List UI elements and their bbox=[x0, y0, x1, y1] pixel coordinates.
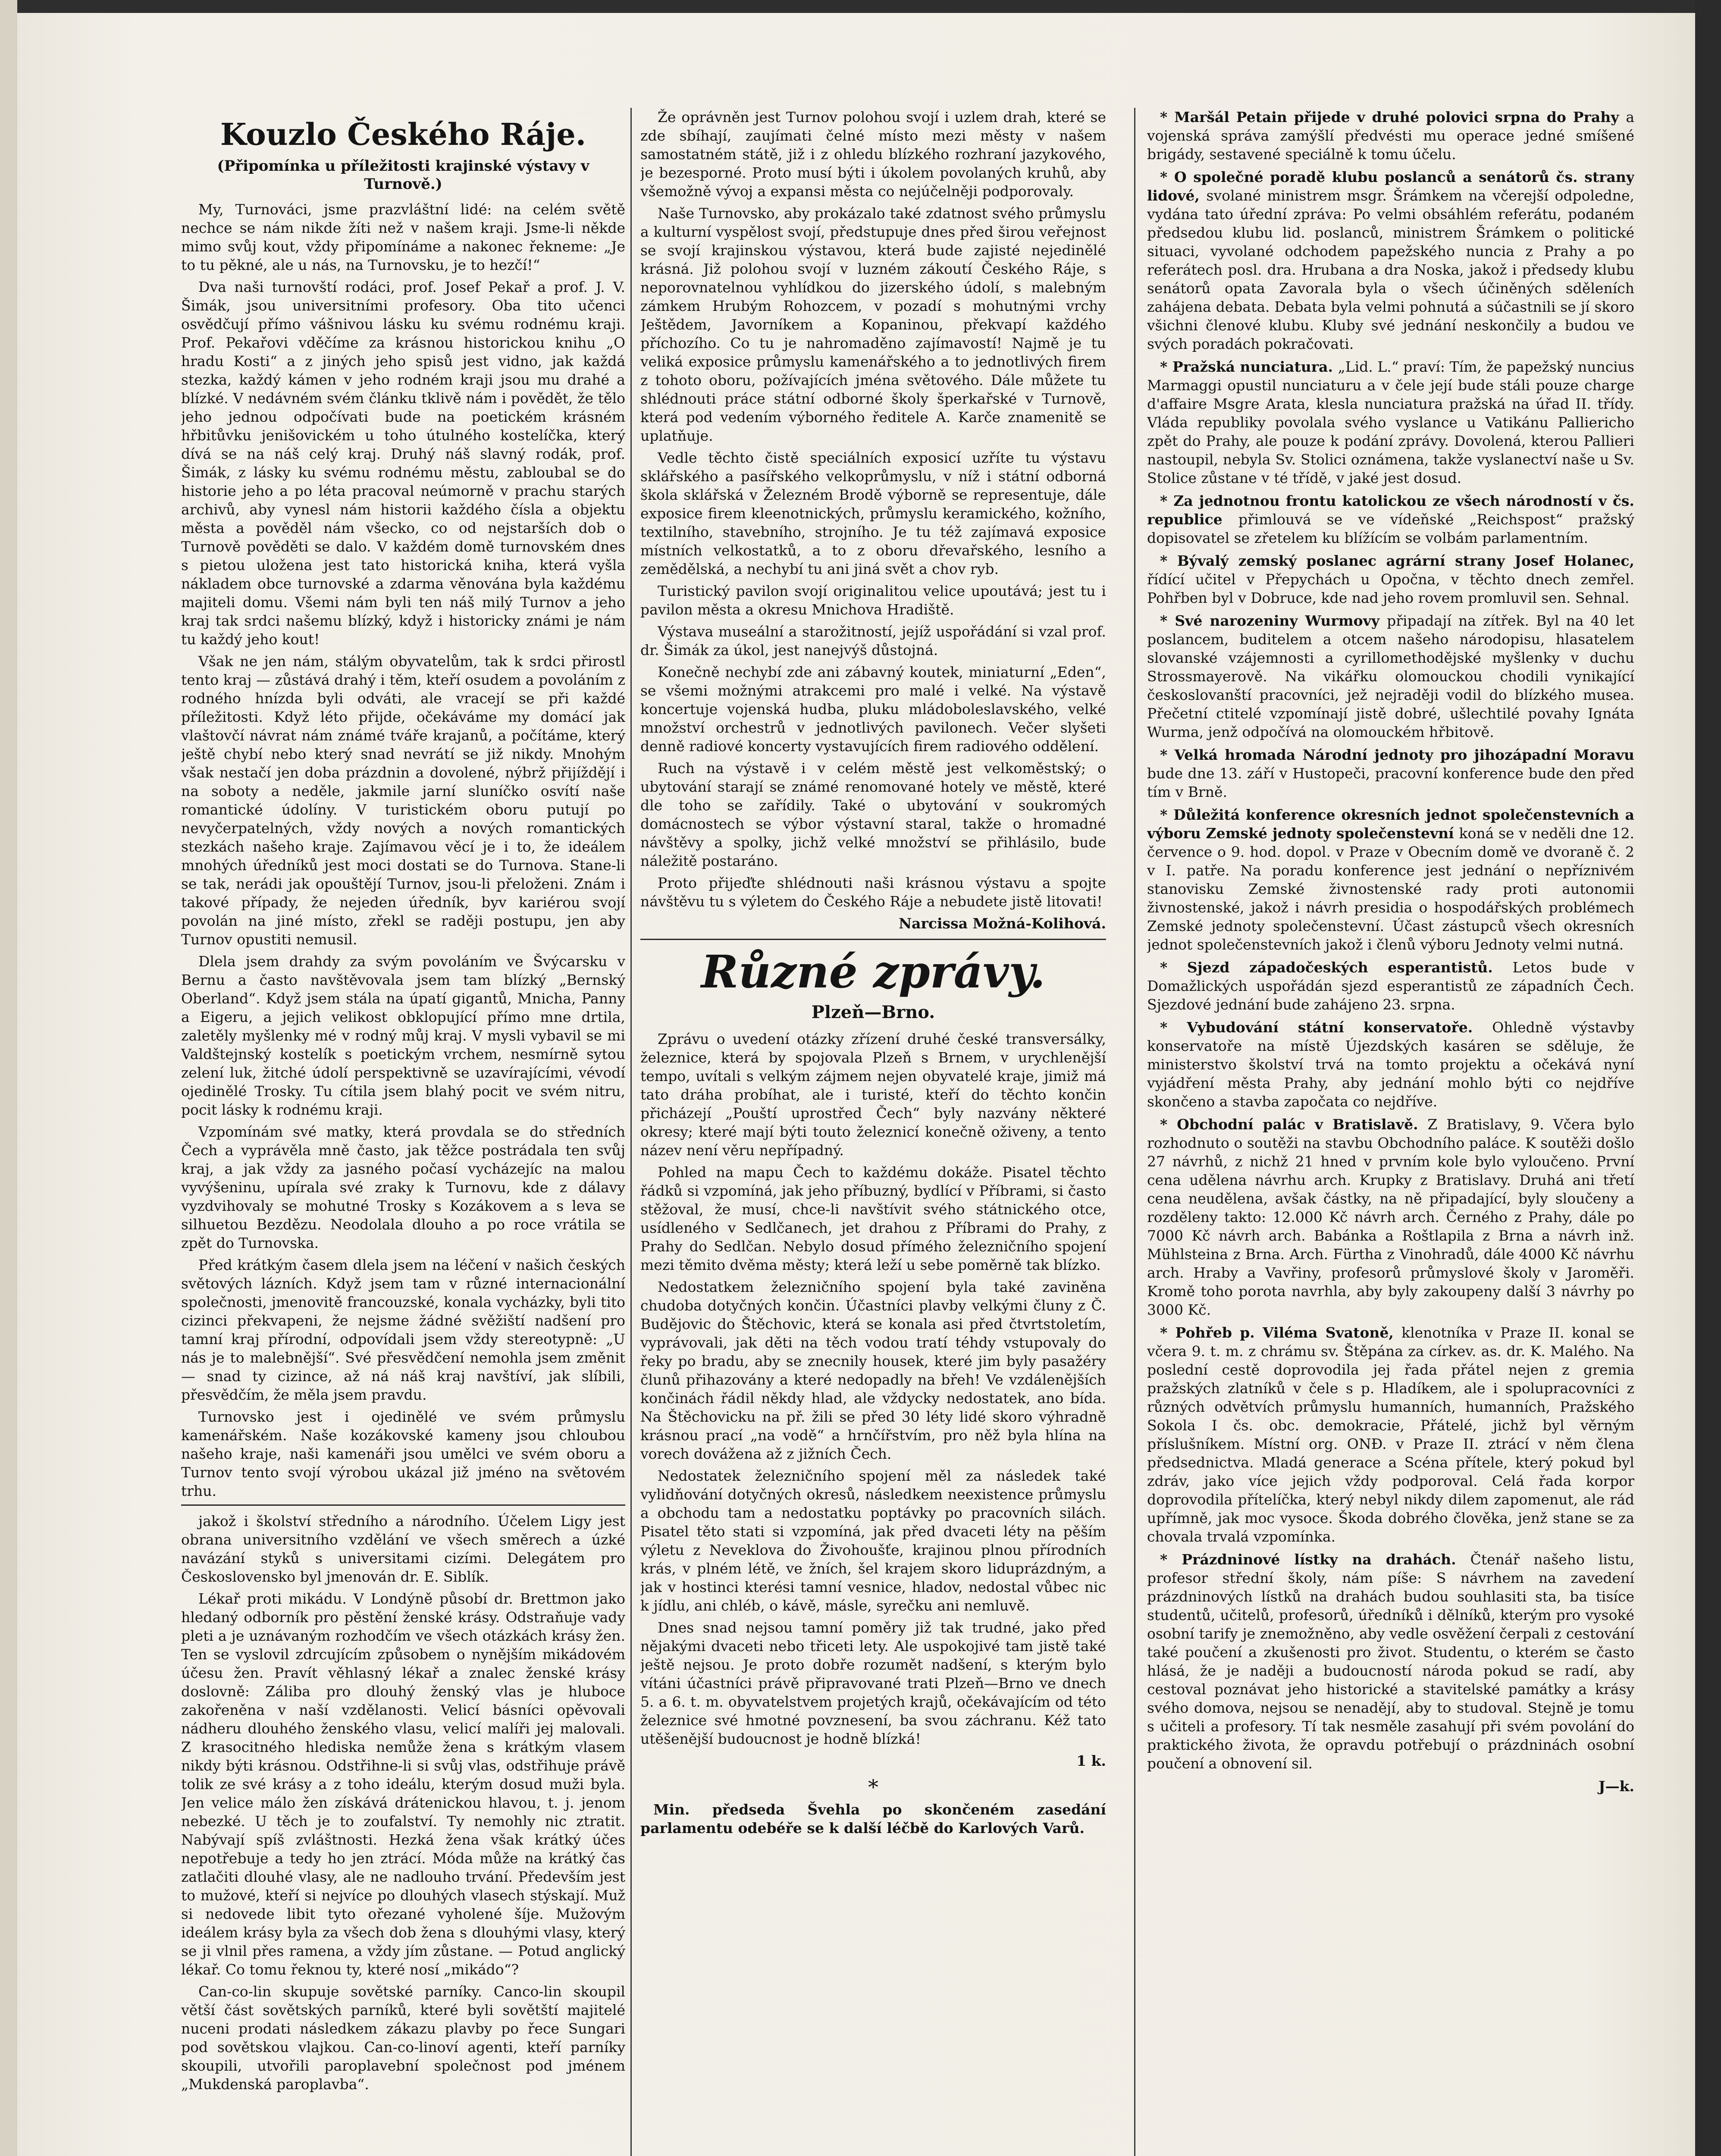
middle-column bbox=[640, 108, 1106, 2156]
news-subheading: Plzeň—Brno. bbox=[811, 1002, 935, 1022]
news-note-text: přimlouvá se ve vídeňské „Reichspost“ pražský dopisovatel se zřetelem ku blížícím se volbám parlamentním. bbox=[1147, 511, 1634, 546]
news-note-heading: * Velká hromada Národní jednoty pro jihozápadní Moravu bbox=[1160, 746, 1634, 763]
article-end-rule bbox=[181, 1504, 625, 1506]
scan-top-edge bbox=[0, 0, 1721, 13]
article-paragraph: Před krátkým časem dlela jsem na léčení v našich českých světových lázních. Když jsem tam v různé internacionální společnosti, jmenovitě francouzské, konala vycházky, byli tito cizinci překvapeni, že nejsme žádné svěžiští nadšení pro tamní kraj přírodní, odpovídali jsem vždy stereotypně: „U nás je to malebnější“. Své přesvědčení nemohla jsem změnit — snad ty cizince, až ná náš kraj navštíví, jak slíbili, přesvědčím, že měla jsem pravdu. bbox=[181, 1257, 625, 1403]
news-note-heading: * Důležitá konference okresních jednot společenstevních a výboru Zemské jednoty společenstevní bbox=[1147, 806, 1634, 842]
article-signature: Narcissa Možná-Kolihová. bbox=[898, 915, 1106, 932]
news-note bbox=[1147, 1550, 1634, 1773]
news-paragraph: Dnes snad nejsou tamní poměry již tak trudné, jako před nějakými dvaceti nebo třiceti lety. Ale uspokojivé tam jistě také ještě nejsou. Je proto dobře rozumět nadšení, s kterým bylo vítáni účastníci právě připravované trati Plzeň—Brno ve dnech 5. a 6. t. m. obyvatelstvem projetých krajů, očekávajícím od této železnice své hmotné povznesení, ba svou záchranu. Kéž tato utěšenější budoucnost je hodně blízká! bbox=[640, 1619, 1106, 1747]
news-note-text: a vojenská správa zamýšlí předvésti mu operace jedné smíšené brigády, sestavené speciálně k tomu účelu. bbox=[1147, 109, 1634, 163]
news-note-text: Čtenář našeho listu, profesor střední školy, nám píše: S návrhem na zavedení prázdninových lístků na drahách budou souhlasiti sta, ba tisíce studentů, učitelů, profesorů, úředníků i dělníků, kterým pro vysoké osobní tarify je znemožněno, aby vedle osvěžení čerpali z cestování také poučení a zkušenosti pro život. Studentu, o kterém se často hlásá, že je naději a budoucností národa pokud se radí, aby cestoval poznávat jeho historické a stavitelské památky a krásy svého domova, nejsou se nenadějí, aby to studoval. Stejně je tomu s učiteli a profesory. Tí tak nesměle zasahují při svém povolání do praktického života, že opravdu potřebují o prázdninách osobní poučení a obnovení sil. bbox=[1147, 1551, 1634, 1772]
news-note bbox=[1147, 746, 1634, 801]
article-paragraph: Že oprávněn jest Turnov polohou svojí i uzlem drah, které se zde sbíhají, zaujímati čelné místo mezi městy v našem samostatném státě, již i z ohledu blízkého rozhraní jazykového, je bezesporné. Proto musí býti i úkolem povolaných kruhů, aby všemožně vývoj a expansi města co nejúčelněji podporovaly. bbox=[640, 109, 1106, 200]
article-paragraph: Však ne jen nám, stálým obyvatelům, tak k srdci přirostl tento kraj — zůstává drahý i těm, kteří osudem a povoláním z rodného hnízda byli odváti, ale vracejí se při každé příležitosti. Když léto přijde, očekáváme my domácí jak vlaštovčí návrat nám známé tváře krajanů, a počítáme, který ještě chybí nebo který snad nevrátí se již nikdy. Mnohým však nestačí jen doba prázdnin a dovolené, nýbrž přijíždějí i na soboty a neděle, jakmile jarní sluníčko osvítí naše romantické údolíny. V turistickém oboru putují po nevyčerpatelných, vždy nových a nových romantických stezkách našeho kraje. Zajímavou věcí je i to, že ideálem mnohých úředníků jest moci dostati se do Turnova. Stane-li se tak, nerádi jak opouštějí Turnov, jsou-li přeloženi. Znám i takové případy, že nejeden úředník, byv kariérou svojí povolán na jiné místo, zřekl se raději postupu, jen aby Turnov opustiti nemusil. bbox=[181, 653, 625, 948]
news-paragraph: Zprávu o uvedení otázky zřízení druhé české transversálky, železnice, která by spojovala Plzeň s Brnem, v urychlenější tempo, uvítali s velkým zájmem nejen obyvatelé kraje, jimiž má tato dráha probíhat, ale i turisté, kteří do těchto končin přicházejí „Pouští uprostřed Čech“ byly nazvány některé okresy; které mají býti touto železnicí konečně oživeny, a tento název není věru nepřípadný. bbox=[640, 1031, 1106, 1159]
article-continuation bbox=[640, 108, 1106, 911]
news-note bbox=[1147, 1323, 1634, 1546]
continuation-notes bbox=[181, 1512, 625, 2093]
short-note-text: Min. předseda Švehla po skončeném zasedání parlamentu odebéře se k další léčbě do Karlových Varů. bbox=[640, 1801, 1106, 1836]
news-note-heading: * Pražská nunciatura. bbox=[1160, 358, 1338, 375]
article-paragraph: Turnovsko jest i ojedinělé ve svém průmyslu kamenářském. Naše kozákovské kameny jsou chloubou našeho kraje, naši kamenáři jsou umělci ve svém oboru a Turnov tento svojí výrobou ukázal již jméno na světovém trhu. bbox=[181, 1408, 625, 1499]
news-note-text: klenotníka v Praze II. konal se včera 9. t. m. z chrámu sv. Štěpána za církev. as. dr. K. Malého. Na poslední cestě doprovodila jej řada přátel nejen z gremia pražských zlatníků v čele s p. Hladíkem, ale i spolupracovníci z různých odvětvích průmyslu humanních, humanních, Pražského Sokola I čs. obc. demokracie, Přátelé, jichž byl věrným příslušníkem. Místní org. ONĐ. v Praze II. ztrácí v něm člena předsednictva. Mladá generace a Scéna přítele, který pokud byl zdráv, jako více jejich vždy podporoval. Celá řada korpor doprovodila přítelíčka, který nebyl nikdy dilem zapomenut, ale rád upřímně, jak moc vysoce. Škoda dobrého člověka, jenž stane se za chovala trvalá vzpomínka. bbox=[1147, 1324, 1634, 1545]
column-rule-right bbox=[1134, 108, 1135, 2156]
news-note-heading: * Prázdninové lístky na drahách. bbox=[1160, 1551, 1470, 1568]
news-note-heading: * Maršál Petain přijede v druhé polovici srpna do Prahy bbox=[1160, 109, 1626, 125]
article-subtitle: (Připomínka u příležitosti krajinské výstavy v Turnově.) bbox=[217, 157, 589, 193]
news-note-text: koná se v neděli dne 12. července o 9. hod. dopol. v Praze v Obecním domě ve dvoraně č. 2 v I. patře. Na poradu konference jest jednání o nepříznivém stanovisku Zemské živnostenské rady proti autonomii živnostenské, jakož i návrh presidia o hospodářských problémech Zemské jednoty společenstevní. Účast zástupců všech okresních jednot společenstevních jakož i členů výboru Jednoty velmi nutná. bbox=[1147, 825, 1634, 953]
section-title: Různé zprávy. bbox=[701, 945, 1046, 998]
news-paragraph: Nedostatek železničního spojení měl za následek také vylidňování dotyčných okresů, následkem neexistence průmyslu a obchodu tam a nedostatku poptávky po pracovních silách. Pisatel těto stati si vzpomíná, jak před dvaceti léty na pěším výletu z Neveklova do Živohoušťe, krajinou plnou přírodních krás, v plném létě, ve žních, šel krajem skoro liduprázdným, a jak v hostinci kterési tamní vesnice, hladov, nedostal vůbec nic k jídlu, ani chléb, o kávě, másle, syrečku ani nemluvě. bbox=[640, 1467, 1106, 1614]
news-note bbox=[1147, 492, 1634, 547]
news-note-heading: * Vybudování státní konservatoře. bbox=[1160, 1019, 1492, 1036]
news-note-text: svolané ministrem msgr. Šrámkem na včerejší odpoledne, vydána tato úřední zpráva: Po velmi obsáhlém referátu, podaném předsedou klubu lid. poslanců, ministrem Šrámkem o politické situaci, vyvolané odchodem papežského nuncia z Prahy a po referátech posl. dra. Hrubana a dra Noska, jakož i předsedy klubu senátorů opata Zavorala byla o všech účiněných sděleních zahájena debata. Debata byla velmi pohnutá a súčastnili se jí skoro všichni členové klubu. Kluby své jednání neskončily a budou ve svých poradách pokračovati. bbox=[1147, 187, 1634, 352]
news-note-text: Letos bude v Domažlických uspořádán sjezd esperantistů ze západních Čech. Sjezdové jednání bude zahájeno 23. srpna. bbox=[1147, 959, 1634, 1013]
right-column bbox=[1147, 108, 1634, 2156]
news-note-heading: * Za jednotnou frontu katolickou ze všech národností v čs. republice bbox=[1147, 492, 1634, 528]
separator-star: * bbox=[868, 1775, 878, 1799]
news-note-text: řídící učitel v Přepychách u Opočna, v těchto dnech zemřel. Pohřben byl v Dobruce, kde nad jeho rovem promluvil sen. Sehnal. bbox=[1147, 571, 1634, 606]
news-note-heading: * Bývalý zemský poslanec agrární strany Josef Holanec, bbox=[1160, 552, 1634, 569]
news-note-heading: * O společné poradě klubu poslanců a senátorů čs. strany lidové, bbox=[1147, 169, 1634, 204]
article-paragraph: Dva naši turnovští rodáci, prof. Josef Pekař a prof. J. V. Šimák, jsou universitními profesory. Oba tito učenci osvědčují přímo vášnivou lásku ku svému rodnému kraji. Prof. Pekařovi vděčíme za krásnou historickou knihu „O hradu Kosti“ a z jiných jeho spisů jest vidno, jak každá stezka, každý kámen v jeho rodném kraji jsou mu drahé a blízké. V nedávném svém článku tklivě nám i povědět, že tělo jeho jednou odpočívati bude na poetickém krásném hřbitůvku jenišovickém u toho útulného kostelíčka, který dívá se na náš celý kraj. Druhý náš slavný rodák, prof. Šimák, z lásky ku svému rodnému městu, zabloubal se do historie jeho a po léta pracoval neúmorně v prachu starých archivů, aby vynesl nám historii každého čísla a objektu města a pověděl nám všecko, co od nejstarších dob o Turnově pověděti se dalo. V každém domě turnovském dnes s pietou uložena jest tato historická kniha, která vyšla nákladem obce turnovské a zdarma věnována byla každému majiteli domu. Všemi nám byli ten náš milý Turnov a jeho kraj tak srdci našemu blízký, když i historicky známi je nám tu každý jeho kout! bbox=[181, 279, 625, 648]
news-note-heading: * Své narozeniny Wurmovy bbox=[1160, 612, 1387, 629]
news-note bbox=[1147, 611, 1634, 741]
news-paragraph: Can-co-lin skupuje sovětské parníky. Canco-lin skoupil větší část sovětských parníků, které byli sovětští majitelé nuceni prodati následkem zákazu plavby po řece Sungari pod sovětskou vlajkou. Can-co-linoví agenti, kteří parníky skoupili, utvořili paroplavební společnost pod jménem „Mukdenská paroplavba“. bbox=[181, 1983, 625, 2093]
news-paragraph: Lékař proti mikádu. V Londýně působí dr. Brettmon jako hledaný odborník pro pěstění ženské krásy. Odstraňuje vady pleti a je uznávaným rozhodčím ve všech otázkách krásy žen. Ten se vyslovil zdrcujícím způsobem o nynějším mikádovém účesu žen. Pravít věhlasný lékař a znalec ženské krásy doslovně: Záliba pro dlouhý ženský vlas je hluboce zakořeněna v naší vzdělanosti. Velicí básníci opěvovali nádheru dlouhého ženského vlasu, velicí malíři jej malovali. Z krasocitného hlediska nemůže žena s krátkým vlasem nikdy býti krásnou. Odstřihne-li si svůj vlas, odstřihuje právě tolik ze své krásy a z toho ideálu, kterým dosud muži byla. Jen velice málo žen získává drátenickou hlavou, t. j. jenom nebezké. U těch je to zoufalství. Ty nemohly nic ztratit. Nabývají spíš zvláštnosti. Hezká žena však krátký účes nepotřebuje a tedy ho jen ztrácí. Móda může na krátký čas zatlačiti dlouhé vlasy, ale ne nadlouho trvání. Především jest to mužové, kteří si nejvíce po dlouhých vlasech stýskají. Muž si nedovede libit tyto ořezané vyholené šíje. Mužovým ideálem krásy byla za všech dob žena s dlouhými vlasy, který se ji vlnil přes ramena, a vždy jím zůstane. — Potud anglický lékař. Co tomu řeknou ty, které nosí „mikádo“? bbox=[181, 1590, 625, 1978]
article-paragraph: Ruch na výstavě i v celém městě jest velkoměstský; o ubytování starají se známé renomované hotely ve městě, které dle toho se zařídily. Také o ubytování v soukromých domácnostech se výbor výstavní staral, takže o hromadné návštěvy a spolky, jichž velké množství se přihlásilo, bude náležitě postaráno. bbox=[640, 760, 1106, 869]
article-paragraph: Konečně nechybí zde ani zábavný koutek, miniaturní „Eden“, se všemi možnými atrakcemi pro malé i velké. Na výstavě koncertuje vojenská hudba, pluku mládoboleslavského, velké množství orchestrů v jednotlivých pavilonech. Večer slyšeti denně radiové koncerty vystavujících firem radiového oddělení. bbox=[640, 664, 1106, 755]
news-note bbox=[1147, 958, 1634, 1014]
scan-left-edge bbox=[0, 0, 17, 2156]
notes-signature: J—k. bbox=[1599, 1778, 1634, 1795]
news-note-text: bude dne 13. září v Hustopeči, pracovní konference bude den před tím v Brně. bbox=[1147, 765, 1634, 800]
news-paragraph: Nedostatkem železničního spojení byla také zaviněna chudoba dotyčných končin. Účastníci plavby velkými čluny z Č. Budějovic do Štěchovic, která se konala asi před čtvrtstoletím, vyprávovali, jak děti na těch vodou tratí téhdy vstupovaly do řeky po bradu, aby se znecnily housek, které jim byly pasažéry člunů přihazovány a které nedopadly na břeh! Ve vzdálenějších končinách řádil někdy hlad, ale vždycky nedostatek, ano bída. Na Štěchovicku na př. žili se před 30 léty lidé skoro výhradně krásnou prací „na vodě“ a hrnčířstvím, pro něž byla hlína na vorech dovážena až z jižních Čech. bbox=[640, 1279, 1106, 1462]
news-note-text: „Lid. L.“ praví: Tím, že papežský nuncius Marmaggi opustil nunciaturu a v čele její bude stáli pouze charge d'affaire Msgre Arata, klesla nunciatura pražská na úřad II. třídy. Vláda republiky povolala svého vyslance u Vatikánu Palliericho zpět do Prahy, ale pouze k podání zprávy. Dovolená, kterou Pallieri nastoupil, nebyla Sv. Stolici oznámena, takže vyslanectví naše u Sv. Stolice zůstane v té třídě, v jaké jest dosud. bbox=[1147, 358, 1634, 486]
column-rule-left bbox=[630, 108, 632, 2156]
article-paragraph: Vzpomínám své matky, která provdala se do středních Čech a vyprávěla mně často, jak těžce postrádala ten svůj kraj, a jak vždy za jasného počasí vycházejíc na malou vyvýšeninu, upírala své zraky k Turnovu, kde z dálavy vyzdvihovaly se mohutné Trosky s Kozákovem a s leva se silhuetou Bezdězu. Neodolala dlouho a po roce vrátila se zpět do Turnovska. bbox=[181, 1123, 625, 1251]
article-paragraph: Turistický pavilon svojí originalitou velice upoutává; jest tu i pavilon města a okresu Mnichova Hradiště. bbox=[640, 583, 1106, 618]
news-note bbox=[1147, 108, 1634, 163]
news-note bbox=[1147, 1018, 1634, 1111]
news-paragraph: jakož i školství středního a národního. Účelem Ligy jest obrana universitního vzdělání ve všech směrech a úzké navázání styků s universitami cizími. Delegátem pro Československo byl jmenován dr. E. Siblík. bbox=[181, 1513, 625, 1585]
article-title: Kouzlo Českého Ráje. bbox=[220, 116, 586, 152]
news-note-text: Z Bratislavy, 9. Včera bylo rozhodnuto o soutěži na stavbu Obchodního paláce. K soutěži došlo 27 návrhů, z nichž 21 hned v prvním kole bylo vyloučeno. První cena udělena návrhu arch. Krupky z Bratislavy. Druhá ani třetí cena neudělena, avšak částky, na ně připadající, byly sloučeny a rozděleny takto: 12.000 Kč návrh arch. Černého z Prahy, dále po 7000 Kč návrh arch. Babánka a Roštlapila z Brna a návrh inž. Mühlsteina z Brna. Arch. Fürtha z Vinohradů, dále 4000 Kč návrhu arch. Hraby a Vavřiny, profesorů průmyslové školy v Jaroměři. Kromě toho porota navrhla, aby byly zakoupeny další 3 návrhy po 3000 Kč. bbox=[1147, 1116, 1634, 1318]
section-rule bbox=[640, 939, 1106, 940]
short-note bbox=[640, 1800, 1106, 1837]
article-paragraph: My, Turnováci, jsme prazvláštní lidé: na celém světě nechce se nám nikde žíti než v našem kraji. Jsme-li někde mimo svůj kout, vždy připomínáme a nakonec řekneme: „Je to tu pěkné, ale u nás, na Turnovsku, je to hezčí!“ bbox=[181, 201, 625, 273]
news-paragraph: Pohled na mapu Čech to každému dokáže. Pisatel těchto řádků si vzpomíná, jak jeho příbuzný, bydlící v Příbrami, si často stěžoval, že musí, chce-li navštívit svého státnického otce, usídleného v Sedlčanech, jet drahou z Příbrami do Prahy, z Prahy do Sedlčan. Nebylo dosud přímého železničního spojení mezi těmito dvěma městy; která leží u sebe poměrně tak blízko. bbox=[640, 1164, 1106, 1273]
news-note-text: Ohledně výstavby konservatoře na místě Újezdských kasáren se sděluje, že ministerstvo školství trvá na tomto projektu a očekává nyní vyjádření města Prahy, aby jednání mohlo býti co nejdříve skončeno a stavba započata co nejdříve. bbox=[1147, 1019, 1634, 1110]
article-paragraph: Dlela jsem drahdy za svým povoláním ve Švýcarsku v Bernu a často navštěvovala jsem tam blízký „Bernský Oberland“. Když jsem stála na úpatí gigantů, Mnicha, Panny a Eigeru, a jejich velikost obklopující přímo mne drtila, zaletěly myšlenky mé v rodný můj kraj. V mysli vybavil se mi Valdštejnský kostelík s poetickým vrchem, nesmírně sytou zelení luk, žitché údolí perspektivně se uzavírajícími, vévodí ojedinělé Trosky. Tu cítila jsem blahý pocit ve svém nitru, pocit lásky k rodnému kraji. bbox=[181, 953, 625, 1118]
news-note bbox=[1147, 1115, 1634, 1319]
news-signature: 1 k. bbox=[1076, 1752, 1106, 1769]
left-column bbox=[181, 108, 625, 2156]
article-body bbox=[181, 200, 625, 1500]
news-note bbox=[1147, 357, 1634, 487]
article-paragraph: Proto přijeďte shlédnouti naši krásnou výstavu a spojte návštěvu tu s výletem do Českého Ráje a nebudete jistě litovati! bbox=[640, 874, 1106, 910]
news-note bbox=[1147, 168, 1634, 353]
news-notes bbox=[1147, 108, 1634, 1773]
news-note-heading: * Obchodní palác v Bratislavě. bbox=[1160, 1116, 1428, 1133]
article-paragraph: Naše Turnovsko, aby prokázalo také zdatnost svého průmyslu a kulturní vyspělost svojí, předstupuje dnes před širou veřejnost se svojí krajinskou výstavou, která bude zajisté nejedinělé krásná. Již polohou svojí v luzném zákoutí Českého Ráje, s neporovnatelnou vyhlídkou do jizerského údolí, s malebným zámkem Hrubým Rohozcem, v pozadí s mohutnými vrchy Ještědem, Javorníkem a Kopaninou, překvapí každého příchozího. Co tu je nahromaděno zajímavostí! Najmě je tu veliká exposice průmyslu kamenářského a to jednotlivých firem z tohoto oboru, požívajících jména světového. Dále můžete tu shlédnouti práce státní odborné školy šperkařské v Turnově, která pod vedením výborného ředitele A. Karče znamenitě se uplatňuje. bbox=[640, 205, 1106, 444]
article-paragraph: Vedle těchto čistě speciálních exposicí uzříte tu výstavu sklářského a pasířského velkoprůmyslu, v níž i státní odborná škola sklářská v Železném Brodě výborně se representuje, dále exposice firem kleenotnických, průmyslu keramického, kožního, textilního, stavebního, strojního. Je tu též zajímavá exposice místních velkostatků, a to z oboru dřevařského, lesního a zemědělská, a nechybí tu ani jiná svět a chov ryb. bbox=[640, 449, 1106, 577]
article-paragraph: Výstava museální a starožitností, jejíž uspořádání si vzal prof. dr. Šimák za úkol, jest nanejvýš důstojná. bbox=[640, 623, 1106, 658]
news-note bbox=[1147, 552, 1634, 607]
news-note-heading: * Pohřeb p. Viléma Svatoně, bbox=[1160, 1324, 1402, 1341]
news-note bbox=[1147, 805, 1634, 954]
news-note-heading: * Sjezd západočeských esperantistů. bbox=[1160, 959, 1513, 976]
news-note-text: připadají na zítřek. Byl na 40 let poslancem, buditelem a otcem našeho národopisu, hlasatelem slovanské vzájemnosti a cyrillomethodějské myšlenky v duchu Strossmayerově. Na vikářku olomouckou chodili vynikající českoslovanští pracovníci, jež nejraději vodil do blízkého musea. Přečetní ctitelé vzpomínají jistě dobré, ušlechtilé povahy Ignáta Wurma, jenž odpočívá na olomouckém hřbitově. bbox=[1147, 612, 1634, 740]
scan-right-edge bbox=[1695, 0, 1721, 2156]
news-body bbox=[640, 1030, 1106, 1748]
